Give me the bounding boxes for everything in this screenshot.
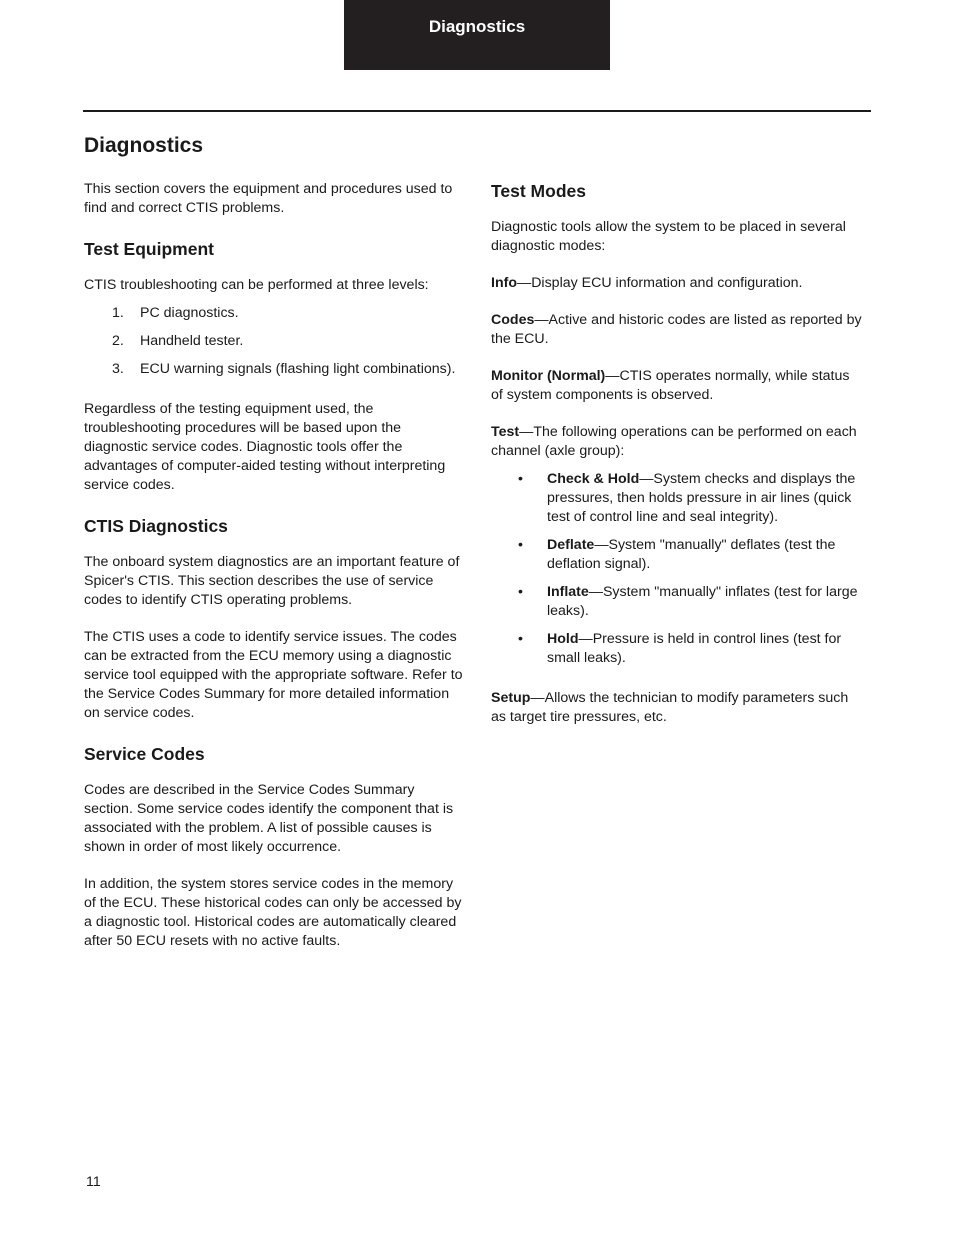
header-tab-label: Diagnostics — [428, 17, 526, 36]
page-number: 11 — [86, 1174, 101, 1190]
mode-term: Monitor (Normal) — [491, 368, 606, 384]
operation-term: Inflate — [547, 584, 589, 600]
mode-test — [491, 423, 863, 461]
operation-term: Check & Hold — [547, 471, 640, 487]
service-codes-paragraph-2: In addition, the system stores service codes in the memory of the ECU. These historical codes can only be accessed by a diagnostic tool. Historical codes are automatically cleared after 50 ECU resets with no active faults. — [84, 876, 462, 949]
header-rule — [83, 110, 871, 112]
bullet-icon: • — [518, 584, 523, 600]
test-operations-list — [491, 470, 863, 668]
test-equipment-lead: CTIS troubleshooting can be performed at three levels: — [84, 277, 429, 293]
mode-setup — [491, 689, 863, 727]
test-modes-heading: Test Modes — [491, 181, 586, 201]
operation-description: —System "manually" inflates (test for large leaks). — [547, 584, 858, 619]
mode-term: Info — [491, 275, 517, 291]
operation-term: Hold — [547, 631, 579, 647]
mode-monitor — [491, 367, 863, 405]
list-number: 3. — [112, 361, 124, 377]
list-item — [84, 360, 466, 379]
left-column — [84, 180, 466, 951]
service-codes-heading: Service Codes — [84, 744, 205, 764]
test-modes-intro: Diagnostic tools allow the system to be placed in several diagnostic modes: — [491, 219, 846, 254]
list-text: PC diagnostics. — [140, 305, 239, 321]
ctis-diagnostics-paragraph-2: The CTIS uses a code to identify service issues. The codes can be extracted from the ECU memory using a diagnostic service tool equipped with the appropriate software. Refer to the Service Codes Summary for more detailed information on service codes. — [84, 629, 463, 721]
header-tab — [344, 0, 610, 70]
mode-description: —Active and historic codes are listed as reported by the ECU. — [491, 312, 862, 347]
page-title: Diagnostics — [84, 134, 204, 157]
list-item — [491, 630, 863, 668]
list-item — [491, 583, 863, 621]
mode-codes — [491, 311, 863, 349]
mode-description: —The following operations can be performed on each channel (axle group): — [491, 424, 857, 459]
bullet-icon: • — [518, 471, 523, 487]
list-item — [491, 470, 863, 527]
list-text: Handheld tester. — [140, 333, 244, 349]
operation-description: —System checks and displays the pressures, then holds pressure in air lines (quick test of control line and seal integrity). — [547, 471, 856, 525]
ctis-diagnostics-heading: CTIS Diagnostics — [84, 516, 228, 536]
list-text: ECU warning signals (flashing light combinations). — [140, 361, 456, 377]
mode-description: —Display ECU information and configuration. — [517, 275, 803, 291]
list-number: 2. — [112, 333, 124, 349]
test-equipment-heading: Test Equipment — [84, 239, 214, 259]
list-item — [84, 332, 466, 351]
mode-description: —CTIS operates normally, while status of system components is observed. — [491, 368, 850, 403]
bullet-icon: • — [518, 631, 523, 647]
operation-description: —Pressure is held in control lines (test for small leaks). — [547, 631, 842, 666]
mode-term: Codes — [491, 312, 535, 328]
operation-description: —System "manually" deflates (test the deflation signal). — [547, 537, 836, 572]
mode-info — [491, 274, 863, 293]
bullet-icon: • — [518, 537, 523, 553]
mode-term: Test — [491, 424, 520, 440]
test-equipment-body: Regardless of the testing equipment used, the troubleshooting procedures will be based upon the diagnostic service codes. Diagnostic tools offer the advantages of computer-aided testing without interpreting service codes. — [84, 401, 446, 493]
mode-term: Setup — [491, 690, 531, 706]
ctis-diagnostics-paragraph-1: The onboard system diagnostics are an important feature of Spicer's CTIS. This section describes the use of service codes to identify CTIS operating problems. — [84, 554, 460, 608]
intro-paragraph: This section covers the equipment and procedures used to find and correct CTIS problems. — [84, 181, 453, 216]
list-number: 1. — [112, 305, 124, 321]
mode-description: —Allows the technician to modify parameters such as target tire pressures, etc. — [491, 690, 849, 725]
service-codes-paragraph-1: Codes are described in the Service Codes Summary section. Some service codes identify the component that is associated with the problem. A list of possible causes is shown in order of most likely occurrence. — [84, 782, 454, 855]
list-item — [84, 304, 466, 323]
test-levels-list — [84, 304, 466, 379]
operation-term: Deflate — [547, 537, 595, 553]
list-item — [491, 536, 863, 574]
right-column — [491, 180, 863, 727]
